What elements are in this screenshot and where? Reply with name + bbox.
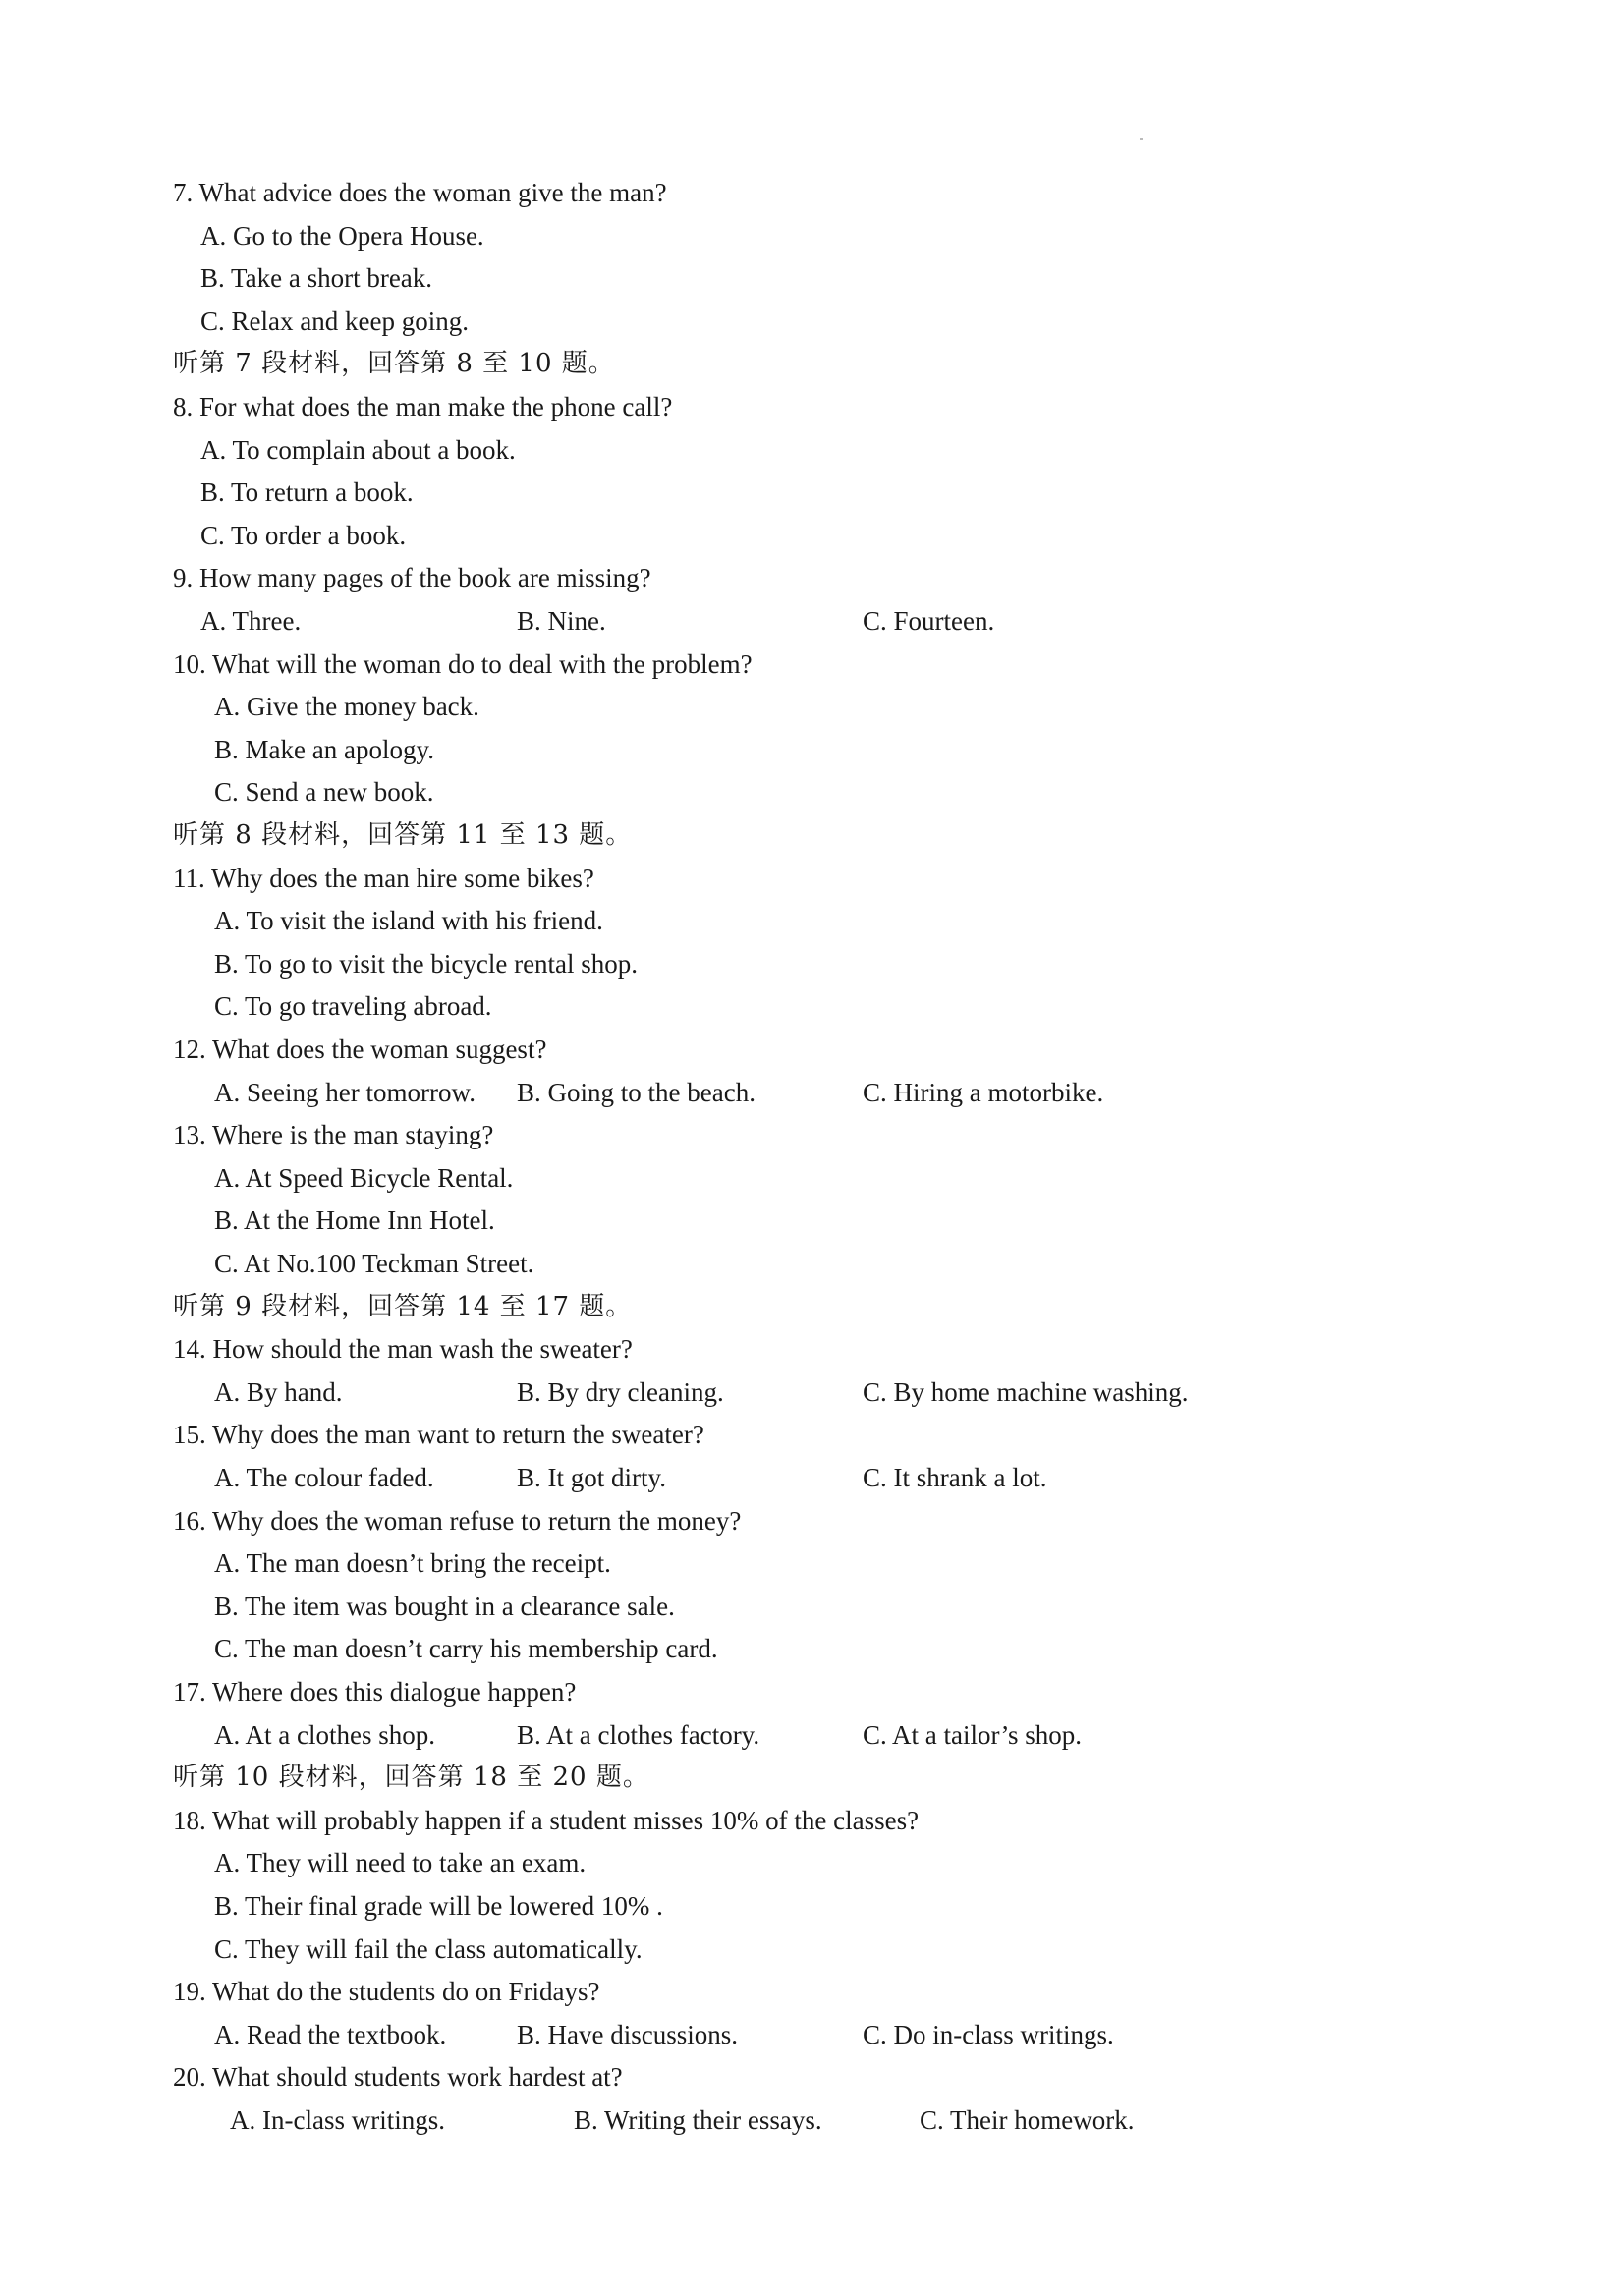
option-text: A. Go to the Opera House. [200, 221, 484, 251]
option-text: A. The colour faded. [214, 1463, 434, 1492]
question-text: 8. For what does the man make the phone call? [173, 392, 673, 421]
option-text: A. The man doesn’t bring the receipt. [214, 1548, 611, 1578]
option-text: A. To complain about a book. [200, 435, 516, 465]
question-text: 7. What advice does the woman give the man? [173, 178, 667, 207]
option-text: C. At No.100 Teckman Street. [214, 1249, 534, 1278]
option-text: C. To order a book. [200, 521, 407, 550]
option-text: B. At the Home Inn Hotel. [214, 1205, 495, 1235]
option-text: C. Do in-class writings. [863, 2020, 1114, 2049]
question-text: 12. What does the woman suggest? [173, 1035, 547, 1064]
question-text: 20. What should students work hardest at? [173, 2062, 623, 2092]
option-text: B. To go to visit the bicycle rental shop. [214, 949, 639, 979]
option-text: C. To go traveling abroad. [214, 991, 492, 1021]
section-instruction: 听第 8 段材料，回答第 11 至 13 题。 [173, 820, 633, 850]
option-text: A. At Speed Bicycle Rental. [214, 1163, 514, 1193]
option-text: C. At a tailor’s shop. [863, 1720, 1083, 1750]
option-text: B. At a clothes factory. [517, 1720, 760, 1750]
option-text: A. Read the textbook. [214, 2020, 447, 2049]
question-text: 15. Why does the man want to return the sweater? [173, 1420, 704, 1449]
question-text: 10. What will the woman do to deal with the problem? [173, 649, 753, 679]
question-text: 19. What do the students do on Fridays? [173, 1977, 600, 2006]
option-text: C. Relax and keep going. [200, 307, 469, 336]
section-instruction: 听第 10 段材料，回答第 18 至 20 题。 [173, 1763, 649, 1792]
option-text: B. The item was bought in a clearance sale. [214, 1592, 675, 1621]
question-text: 17. Where does this dialogue happen? [173, 1677, 577, 1707]
option-text: B. Writing their essays. [574, 2105, 822, 2135]
option-text: A. Give the money back. [214, 692, 479, 721]
option-text: C. Send a new book. [214, 777, 434, 807]
option-text: C. It shrank a lot. [863, 1463, 1047, 1492]
option-text: A. Three. [200, 606, 302, 636]
option-text: C. By home machine washing. [863, 1377, 1189, 1407]
option-text: A. To visit the island with his friend. [214, 906, 603, 935]
option-text: A. By hand. [214, 1377, 343, 1407]
option-text: C. Their homework. [920, 2105, 1135, 2135]
option-text: B. To return a book. [200, 477, 414, 507]
section-instruction: 听第 9 段材料，回答第 14 至 17 题。 [173, 1292, 633, 1321]
option-text: B. By dry cleaning. [517, 1377, 724, 1407]
option-text: A. They will need to take an exam. [214, 1848, 587, 1877]
question-text: 18. What will probably happen if a student misses 10% of the classes? [173, 1806, 920, 1835]
question-text: 13. Where is the man staying? [173, 1120, 494, 1149]
option-text: B. Have discussions. [517, 2020, 738, 2049]
option-text: B. Nine. [517, 606, 606, 636]
question-text: 14. How should the man wash the sweater? [173, 1334, 633, 1364]
option-text: B. Their final grade will be lowered 10% . [214, 1891, 663, 1921]
option-text: C. They will fail the class automatically. [214, 1934, 643, 1964]
question-text: 11. Why does the man hire some bikes? [173, 864, 594, 893]
scan-speck [1140, 138, 1143, 140]
option-text: B. Going to the beach. [517, 1078, 756, 1107]
option-text: B. Make an apology. [214, 735, 434, 764]
option-text: B. It got dirty. [517, 1463, 666, 1492]
option-text: C. Hiring a motorbike. [863, 1078, 1104, 1107]
question-text: 16. Why does the woman refuse to return the money? [173, 1506, 742, 1536]
option-text: B. Take a short break. [200, 263, 433, 293]
option-text: A. Seeing her tomorrow. [214, 1078, 476, 1107]
section-instruction: 听第 7 段材料，回答第 8 至 10 题。 [173, 349, 615, 378]
option-text: A. At a clothes shop. [214, 1720, 435, 1750]
question-text: 9. How many pages of the book are missing? [173, 563, 651, 592]
option-text: C. The man doesn’t carry his membership card. [214, 1634, 718, 1663]
option-text: A. In-class writings. [230, 2105, 445, 2135]
option-text: C. Fourteen. [863, 606, 995, 636]
